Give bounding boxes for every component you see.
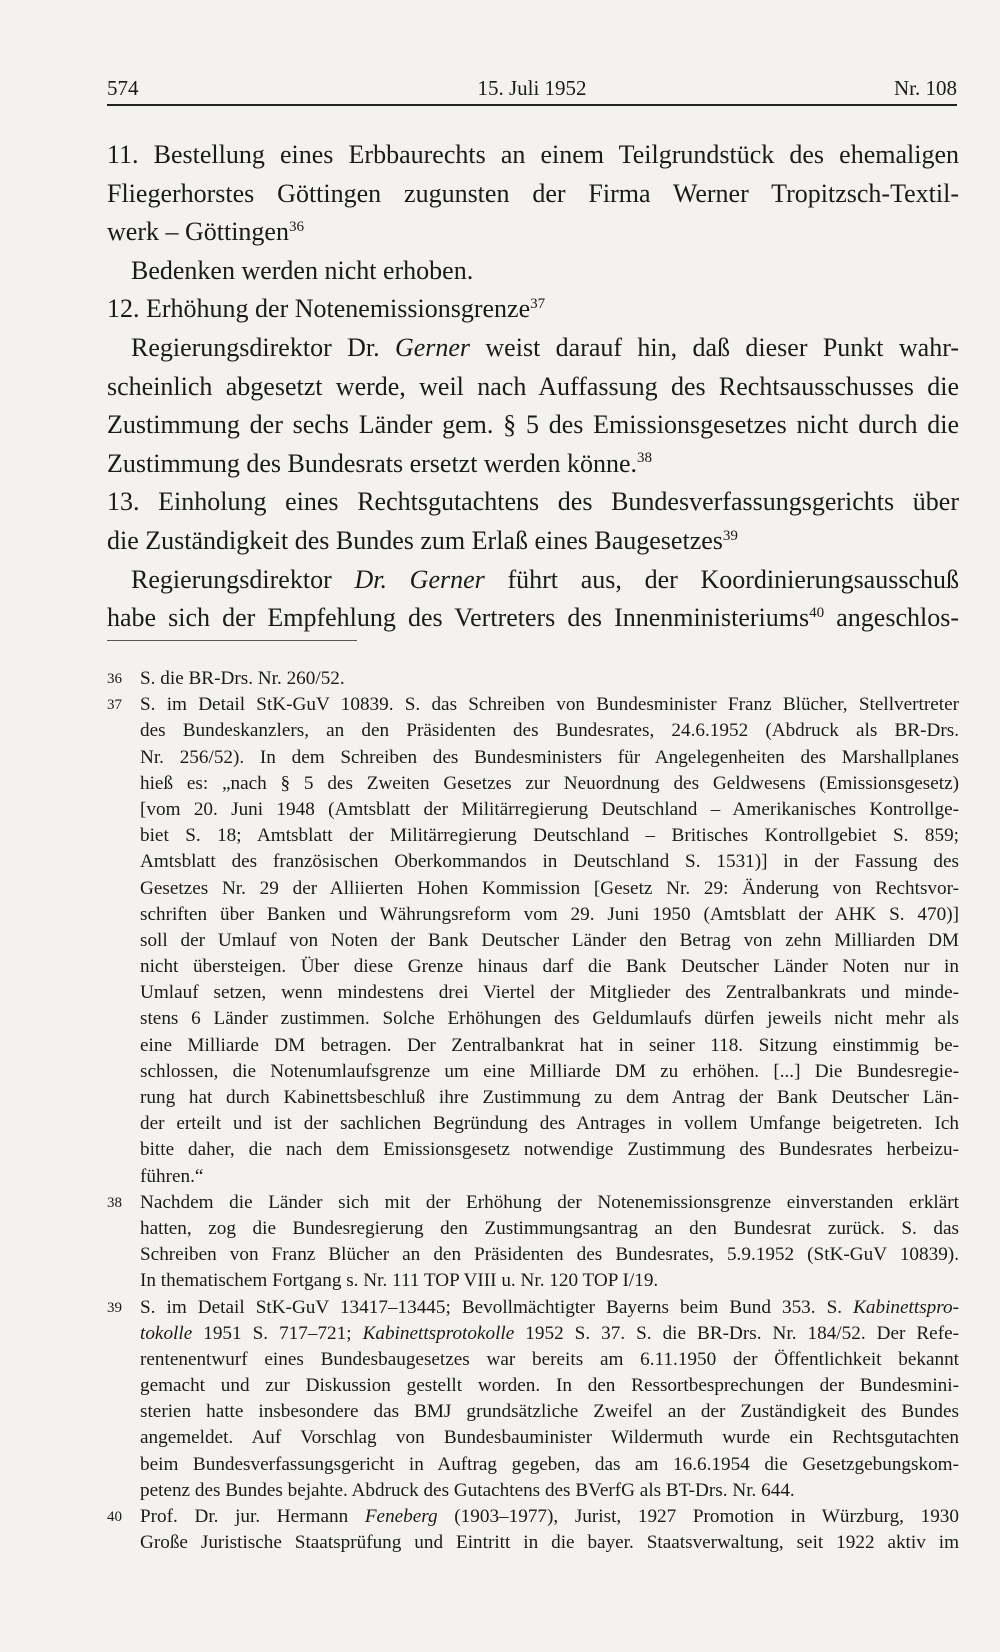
footnote-line: gemacht und zur Diskussion gestellt worden. In den Ressortbesprechungen der Bundesmini- bbox=[140, 1375, 959, 1397]
footnote-ref: 39 bbox=[722, 527, 738, 544]
footnote-37 bbox=[107, 692, 959, 1190]
footnote-line: Schreiben von Franz Blücher an den Präsidenten des Bundesrates, 5.9.1952 (StK-GuV 10839). bbox=[140, 1244, 959, 1266]
footnotes bbox=[107, 666, 959, 1556]
text-line bbox=[107, 561, 959, 600]
text-line bbox=[107, 290, 959, 329]
footnote-line: Amtsblatt des französischen Oberkommandos in Deutschland S. 1531)] in der Fassung des bbox=[140, 851, 959, 873]
text-span: (1903–1977), Jurist, 1927 Promotion in Würzburg, 1930 bbox=[437, 1506, 959, 1527]
person-name: Feneberg bbox=[364, 1506, 438, 1527]
text-span: habe sich der Empfehlung des Vertreters des Innenministeriums bbox=[107, 603, 810, 633]
footnote-line bbox=[140, 1295, 959, 1321]
footnote-line: S. im Detail StK-GuV 10839. S. das Schreiben von Bundesminister Franz Blücher, Stellvertreter bbox=[140, 694, 959, 716]
footnote-line: rung hat durch Kabinettsbeschluß ihre Zustimmung zu dem Antrag der Bank Deutscher Län- bbox=[140, 1087, 959, 1108]
footnote-line bbox=[140, 1321, 959, 1347]
footnote-line: führen.“ bbox=[140, 1165, 204, 1187]
footnote-ref: 40 bbox=[809, 604, 825, 621]
footnote-38 bbox=[107, 1190, 959, 1295]
text-span: führt aus, der Koordinierungsausschuß bbox=[484, 564, 959, 594]
footnote-number: 36 bbox=[107, 671, 122, 687]
footnote-line: biet S. 18; Amtsblatt der Militärregierung Deutschland – Britisches Kontrollgebiet S. 859; bbox=[140, 825, 959, 847]
person-name: Gerner bbox=[409, 564, 485, 594]
text-line bbox=[107, 522, 959, 561]
text-line: 11. Bestellung eines Erbbaurechts an einem Teilgrundstück des ehemaligen bbox=[107, 140, 959, 169]
footnote-36 bbox=[107, 666, 959, 692]
footnote-line: Nachdem die Länder sich mit der Erhöhung der Notenemissionsgrenze einverstanden erklärt bbox=[140, 1191, 959, 1213]
footnote-line: eine Milliarde DM betragen. Der Zentralbankrat hat in seiner 118. Sitzung einstimmig be- bbox=[140, 1034, 959, 1056]
issue-number: Nr. 108 bbox=[894, 76, 957, 100]
item-title: werk – Göttingen bbox=[107, 217, 289, 247]
text-line: Zustimmung der sechs Länder gem. § 5 des Emissionsgesetzes nicht durch die bbox=[107, 410, 959, 440]
footnote-line: hatten, zog die Bundesregierung den Zustimmungsantrag an den Bundesrat zurück. S. das bbox=[140, 1217, 959, 1239]
footnote-line: hieß es: „nach § 5 des Zweiten Gesetzes zur Neuordnung des Geldwesens (Emissionsgesetz) bbox=[140, 772, 959, 794]
header-date: 15. Juli 1952 bbox=[477, 76, 587, 100]
footnote-line: Gesetzes Nr. 29 der Alliierten Hohen Kommission [Gesetz Nr. 29: Änderung von Rechtsvor- bbox=[140, 877, 959, 899]
footnote-line: Nr. 256/52). In dem Schreiben des Bundesministers für Angelegenheiten des Marshallplanes bbox=[140, 746, 959, 768]
item-title: die Zuständigkeit des Bundes zum Erlaß eines Baugesetzes bbox=[107, 525, 723, 555]
text-line bbox=[107, 599, 959, 638]
footnote-ref: 38 bbox=[637, 450, 653, 467]
footnote-number: 40 bbox=[107, 1509, 122, 1525]
footnote-number: 39 bbox=[107, 1299, 122, 1316]
text-span: 1952 S. 37. S. die BR-Drs. Nr. 184/52. Der Refe- bbox=[514, 1322, 959, 1344]
footnote-rule bbox=[107, 640, 357, 641]
footnote-line: S. die BR-Drs. Nr. 260/52. bbox=[140, 668, 345, 689]
footnote-line: soll der Umlauf von Noten der Bank Deutscher Länder den Betrag von zehn Milliarden DM bbox=[140, 929, 959, 951]
footnote-line: bitte daher, die nach dem Emissionsgesetz notwendige Zustimmung des Bundesrates herbeizu- bbox=[140, 1139, 959, 1161]
item-title: 12. Erhöhung der Notenemissionsgrenze bbox=[107, 294, 531, 324]
text-span: Prof. Dr. jur. Hermann bbox=[140, 1506, 365, 1527]
footnote-line: nicht übersteigen. Über diese Grenze hinaus darf die Bank Deutscher Länder Noten nur in bbox=[140, 956, 959, 978]
footnote-line: beim Bundesverfassungsgericht in Auftrag gegeben, das am 16.6.1954 die Gesetzgebungskom- bbox=[140, 1453, 959, 1475]
footnote-ref: 37 bbox=[530, 296, 546, 313]
footnote-line: des Bundeskanzlers, an den Präsidenten des Bundesrates, 24.6.1952 (Abdruck als BR-Drs. bbox=[140, 720, 959, 742]
text-line: Bedenken werden nicht erhoben. bbox=[131, 255, 474, 285]
footnote-line: sterien hatte insbesondere das BMJ grundsätzliche Zweifel an der Zuständigkeit des Bundes bbox=[140, 1401, 959, 1423]
text-line bbox=[107, 213, 959, 252]
publication-title: tokolle bbox=[140, 1322, 193, 1344]
text-span: Zustimmung des Bundesrats ersetzt werden könne. bbox=[107, 448, 637, 478]
text-line: scheinlich abgesetzt werde, weil nach Auffassung des Rechtsausschusses die bbox=[107, 371, 959, 401]
footnote-line: schriften über Banken und Währungsreform vom 29. Juni 1950 (Amtsblatt der AHK S. 470)] bbox=[140, 903, 959, 925]
footnote-line: angemeldet. Auf Vorschlag von Bundesbauminister Wildermuth wurde ein Rechtsgutachten bbox=[140, 1427, 959, 1449]
person-name: Gerner bbox=[394, 332, 471, 362]
text-span: weist darauf hin, daß dieser Punkt wahr- bbox=[470, 332, 959, 362]
text-span: S. im Detail StK-GuV 13417–13445; Bevollmächtigter Bayerns beim Bund 353. S. bbox=[140, 1296, 854, 1318]
footnote-line: [vom 20. Juni 1948 (Amtsblatt der Militärregierung Deutschland – Amerikanisches Kontrollge- bbox=[140, 798, 959, 820]
footnote-39 bbox=[107, 1295, 959, 1505]
footnote-line: der erteilt und ist der sachlichen Begründung des Antrages in vollem Umfange beigetreten. Ich bbox=[140, 1113, 959, 1135]
text-line bbox=[107, 445, 959, 484]
text-span: Regierungsdirektor Dr. bbox=[131, 332, 395, 362]
footnote-line: Große Juristische Staatsprüfung und Eintritt in die bayer. Staatsverwaltung, seit 1922 aktiv im bbox=[140, 1532, 959, 1554]
text-line bbox=[107, 329, 959, 368]
publication-title: Kabinettsprotokolle bbox=[362, 1322, 515, 1344]
footnote-line: schlossen, die Notenumlaufsgrenze um eine Milliarde DM zu erhöhen. [...] Die Bundesregie- bbox=[140, 1060, 959, 1082]
text-span: 1951 S. 717–721; bbox=[192, 1322, 363, 1344]
text-line: Fliegerhorstes Göttingen zugunsten der Firma Werner Tropitzsch-Textil- bbox=[107, 178, 959, 208]
footnote-number: 38 bbox=[107, 1194, 122, 1211]
running-header bbox=[107, 76, 957, 104]
publication-title: Kabinettspro- bbox=[853, 1296, 959, 1318]
text-span: angeschlos- bbox=[824, 603, 959, 633]
footnote-line bbox=[140, 1504, 959, 1530]
footnote-40 bbox=[107, 1504, 959, 1556]
header-rule bbox=[107, 104, 957, 106]
footnote-line: petenz des Bundes bejahte. Abdruck des Gutachtens des BVerfG als BT-Drs. Nr. 644. bbox=[140, 1479, 795, 1501]
footnote-number: 37 bbox=[107, 697, 122, 714]
text-span: Regierungsdirektor bbox=[131, 564, 355, 594]
person-title: Dr. bbox=[354, 564, 387, 594]
text-line: 13. Einholung eines Rechtsgutachtens des Bundesverfassungsgerichts über bbox=[107, 487, 959, 517]
page-number: 574 bbox=[107, 76, 139, 100]
main-text bbox=[107, 136, 959, 638]
footnote-ref: 36 bbox=[288, 218, 305, 235]
text-span bbox=[387, 565, 410, 594]
footnote-line: In thematischem Fortgang s. Nr. 111 TOP VIII u. Nr. 120 TOP I/19. bbox=[140, 1270, 659, 1292]
footnote-line: Umlauf setzen, wenn mindestens drei Viertel der Mitglieder des Zentralbankrats und minde- bbox=[140, 982, 959, 1004]
footnote-line: rentenentwurf eines Bundesbaugesetzes war bereits am 6.11.1950 der Öffentlichkeit bekannt bbox=[140, 1348, 959, 1370]
footnote-line: stens 6 Länder zustimmen. Solche Erhöhungen des Geldumlaufs dürfen jeweils nicht mehr als bbox=[140, 1008, 959, 1030]
